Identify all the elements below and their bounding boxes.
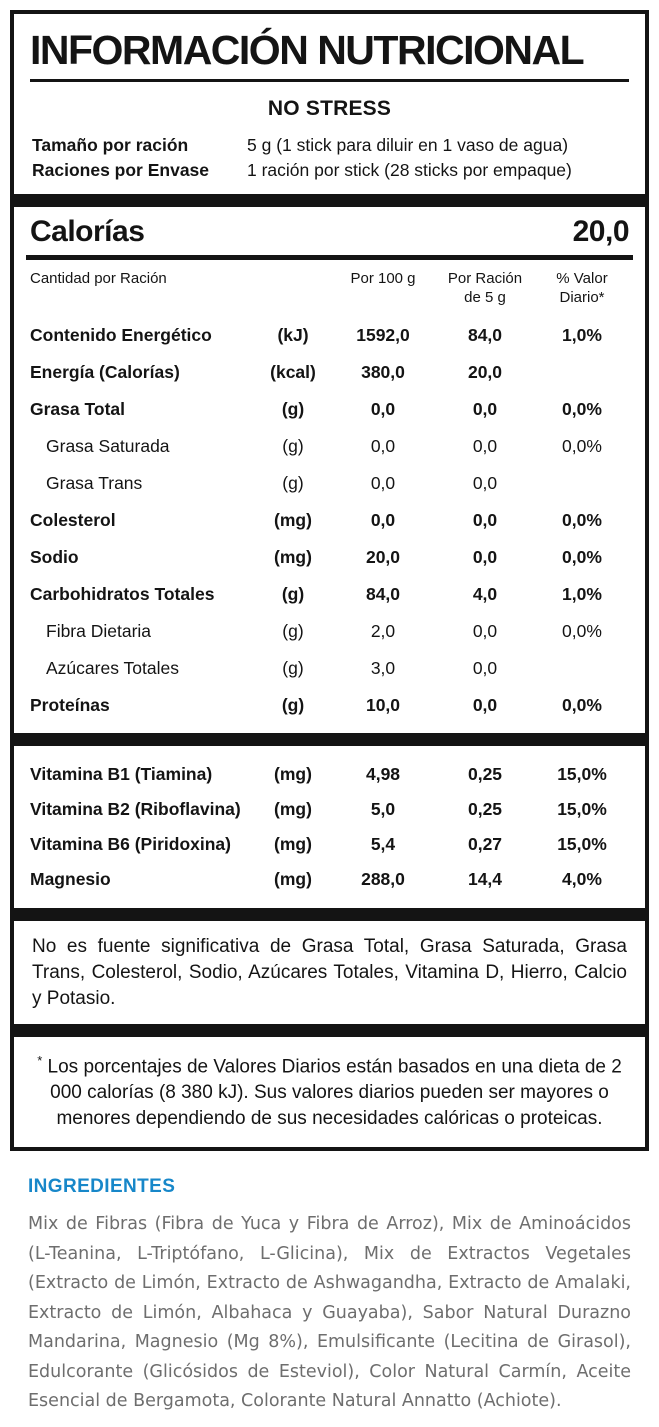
value-per-100g: 0,0 [370,399,396,419]
value-per-100g: 10,0 [365,695,401,715]
nutrient-name: Grasa Total [30,399,125,419]
nutrient-name: Energía (Calorías) [30,362,180,382]
nutrient-unit: (g) [282,621,304,641]
value-per-100g: 0,0 [370,473,396,493]
nutrient-unit: (g) [281,399,305,419]
column-header-per100g: Por 100 g [350,270,416,287]
nutrient-unit: (g) [281,695,305,715]
section-bar-top [14,194,645,207]
value-daily-percent: 0,0% [562,621,602,641]
value-per-serving: 14,4 [467,869,503,889]
servings-per-container-value: 1 ración por stick (28 sticks por empaque) [247,160,572,180]
table-row [14,568,645,605]
table-row [14,785,645,820]
nutrient-name: Vitamina B2 (Riboflavina) [30,799,241,819]
value-per-100g: 3,0 [370,658,396,678]
nutrient-name: Grasa Trans [46,473,143,493]
nutrient-unit: (g) [281,584,305,604]
nutrition-facts-box [10,10,649,1151]
no-significant-note: No es fuente significativa de Grasa Total, Grasa Saturada, Grasa Trans, Colesterol, Sodio, Azúcares Totales, Vitamina D, Hierro, Calcio y Potasio. [32,936,627,1009]
ingredients-section [10,1151,649,1417]
nutrient-rows [14,307,645,733]
vitamin-rows [14,746,645,908]
table-row [14,346,645,383]
value-per-100g: 84,0 [365,584,401,604]
table-row [14,820,645,855]
nutrient-unit: (mg) [274,510,312,530]
nutrient-name: Magnesio [30,869,111,889]
value-daily-percent: 1,0% [562,325,602,345]
value-daily-percent: 0,0% [562,695,602,715]
value-daily-percent: 0,0% [562,510,602,530]
table-row [14,855,645,890]
column-header-per-serving: Por Ración de 5 g [447,270,523,306]
nutrient-unit: (g) [282,658,304,678]
value-daily-percent: 0,0% [562,547,602,567]
nutrient-unit: (g) [282,473,304,493]
nutrient-unit: (mg) [274,764,312,784]
value-daily-percent: 0,0% [562,436,602,456]
nutrient-unit: (mg) [274,547,312,567]
table-row [14,750,645,785]
value-daily-percent: 15,0% [557,834,607,854]
footnote-asterisk: * [37,1053,43,1068]
value-daily-percent: 1,0% [562,584,602,604]
nutrient-unit: (kcal) [270,362,316,382]
section-bar-vitamins-top [14,733,645,746]
value-per-serving: 0,0 [472,399,498,419]
section-bar-footnote [14,1024,645,1037]
serving-info [14,121,645,183]
table-row [14,642,645,679]
value-per-serving: 0,0 [472,695,498,715]
value-per-100g: 0,0 [370,510,396,530]
value-daily-percent: 15,0% [557,799,607,819]
value-per-serving: 0,0 [472,658,498,678]
value-per-serving: 4,0 [472,584,498,604]
value-per-serving: 84,0 [467,325,503,345]
nutrient-unit: (mg) [274,799,312,819]
value-per-serving: 0,0 [472,436,498,456]
footnote-text: Los porcentajes de Valores Diarios están basados en una dieta de 2 000 calorías (8 380 kJ). Sus valores diarios pueden ser mayores o menores dependiendo de sus necesidades calóricas o proteicas. [47,1056,622,1130]
value-per-100g: 0,0 [370,436,396,456]
section-bar-vitamins-bottom [14,908,645,921]
calories-value: 20,0 [572,215,629,248]
value-daily-percent: 4,0% [562,869,602,889]
servings-per-container-label: Raciones por Envase [32,160,210,180]
servings-per-container-row [32,158,627,183]
value-per-100g: 5,0 [370,799,396,819]
nutrient-unit: (kJ) [277,325,309,345]
table-header [14,260,645,307]
table-row [14,383,645,420]
calories-label: Calorías [30,215,145,248]
value-daily-percent: 0,0% [562,399,602,419]
value-per-100g: 20,0 [365,547,401,567]
value-per-100g: 5,4 [370,834,396,854]
nutrient-name: Vitamina B1 (Tiamina) [30,764,213,784]
table-row [14,679,645,716]
label-title: INFORMACIÓN NUTRICIONAL [30,27,584,73]
ingredients-text: Mix de Fibras (Fibra de Yuca y Fibra de Arroz), Mix de Aminoácidos (L-Teanina, L-Triptófano, L-Glicina), Mix de Extractos Vegetales (Extracto de Limón, Extracto de Ashwagandha, Extracto de Amalaki, Extracto de Limón, Albahaca y Guayaba), Sabor Natural Durazno Mandarina, Magnesio (Mg 8%), Emulsificante (Lecitina de Girasol), Edulcorante (Glicósidos de Esteviol), Color Natural Carmín, Aceite Esencial de Bergamota, Colorante Natural Annatto (Achiote). [28,1214,631,1412]
value-per-100g: 380,0 [361,362,405,382]
table-row [14,531,645,568]
column-header-daily-value: % Valor Diario* [556,270,608,306]
nutrient-name: Fibra Dietaria [46,621,152,641]
table-row [14,457,645,494]
value-daily-percent: 15,0% [557,764,607,784]
column-header-amount: Cantidad por Ración [30,270,167,287]
table-row [14,494,645,531]
value-per-serving: 0,0 [472,473,498,493]
daily-value-footnote [14,1037,645,1147]
nutrient-name: Vitamina B6 (Piridoxina) [30,834,231,854]
value-per-serving: 0,0 [472,510,498,530]
nutrient-name: Carbohidratos Totales [30,584,215,604]
nutrient-unit: (mg) [274,834,312,854]
table-row [14,605,645,642]
serving-size-label: Tamaño por ración [32,135,189,155]
nutrient-unit: (mg) [274,869,312,889]
nutrient-name: Azúcares Totales [46,658,179,678]
nutrient-name: Proteínas [30,695,110,715]
product-name: NO STRESS [267,97,392,120]
calories-row [14,207,645,255]
value-per-100g: 2,0 [370,621,396,641]
value-per-serving: 20,0 [467,362,503,382]
value-per-100g: 1592,0 [356,325,410,345]
table-row [14,420,645,457]
nutrient-name: Colesterol [30,510,116,530]
nutrient-unit: (g) [282,436,304,456]
value-per-100g: 288,0 [361,869,405,889]
value-per-serving: 0,0 [472,547,498,567]
value-per-100g: 4,98 [365,764,401,784]
value-per-serving: 0,25 [467,764,503,784]
value-per-serving: 0,0 [472,621,498,641]
ingredients-heading: INGREDIENTES [28,1176,176,1198]
serving-size-value: 5 g (1 stick para diluir en 1 vaso de agua) [247,135,569,155]
nutrient-name: Grasa Saturada [46,436,170,456]
value-per-serving: 0,25 [467,799,503,819]
value-per-serving: 0,27 [467,834,503,854]
serving-size-row [32,133,627,158]
nutrient-name: Sodio [30,547,79,567]
nutrient-name: Contenido Energético [30,325,212,345]
table-row [14,309,645,346]
title-divider [30,79,629,82]
